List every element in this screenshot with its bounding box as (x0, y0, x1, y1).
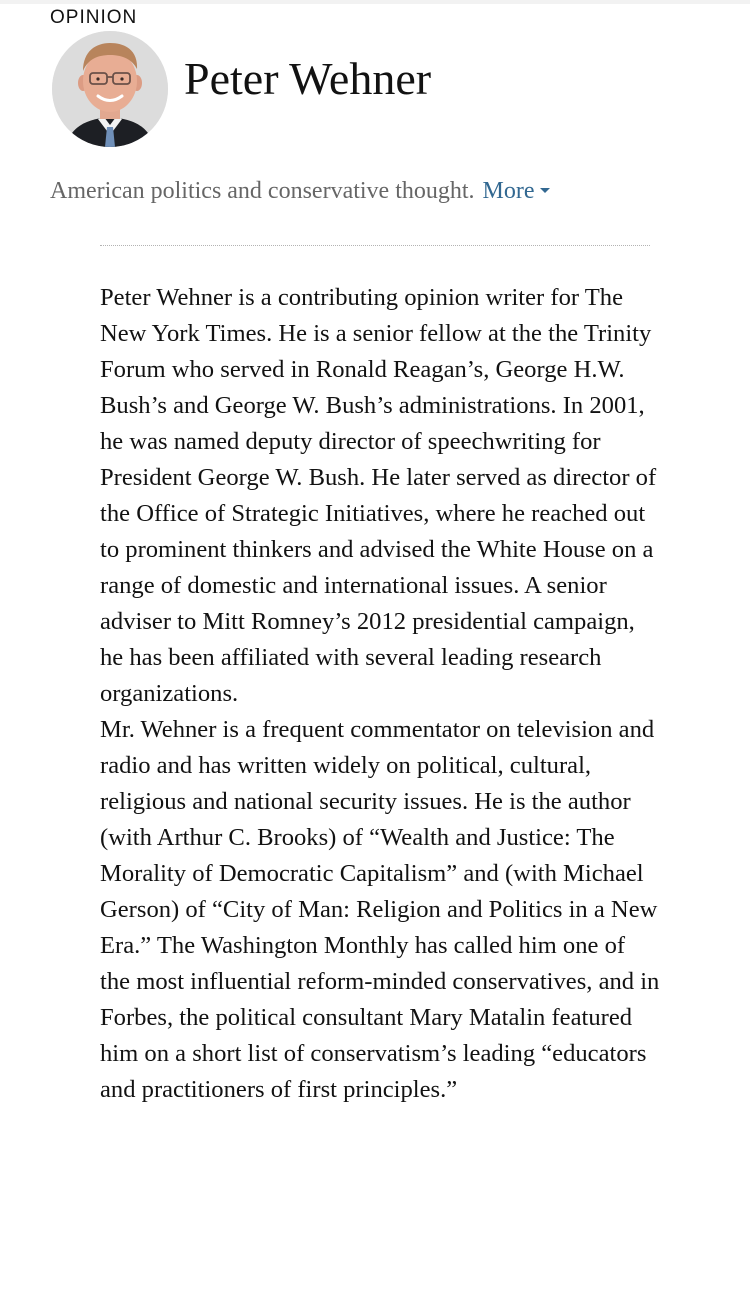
caret-down-icon (540, 188, 550, 193)
author-tagline-row (50, 178, 550, 205)
author-photo (52, 31, 168, 147)
section-label[interactable]: OPINION (50, 7, 138, 28)
top-rule (0, 0, 750, 4)
bio-paragraph: Mr. Wehner is a frequent commentator on television and radio and has written widely on political, cultural, religious and national security issues. He is the author (with Arthur C. Brooks) of “Wealth and Justice: The Morality of Democratic Capitalism” and (with Michael Gerson) of “City of Man: Religion and Politics in a New Era.” The Washington Monthly has called him one of the most influential reform-minded conservatives, and in Forbes, the political consultant Mary Matalin featured him on a short list of conservatism’s leading “educators and practitioners of first principles.” (100, 716, 660, 1103)
author-bio (100, 280, 660, 1108)
dotted-divider (100, 245, 650, 246)
more-label: More (482, 178, 535, 204)
more-button[interactable] (483, 178, 550, 204)
bio-paragraph: Peter Wehner is a contributing opinion writer for The New York Times. He is a senior fellow at the the Trinity Forum who served in Ronald Reagan’s, George H.W. Bush’s and George W. Bush’s administrations. In 2001, he was named deputy director of speechwriting for President George W. Bush. He later served as director of the Office of Strategic Initiatives, where he reached out to prominent thinkers and advised the White House on a range of domestic and international issues. A senior adviser to Mitt Romney’s 2012 presidential campaign, he has been affiliated with several leading research organizations. (100, 284, 657, 707)
author-name: Peter Wehner (184, 53, 432, 104)
author-tagline: American politics and conservative thought. (50, 178, 475, 204)
author-avatar (52, 31, 168, 147)
